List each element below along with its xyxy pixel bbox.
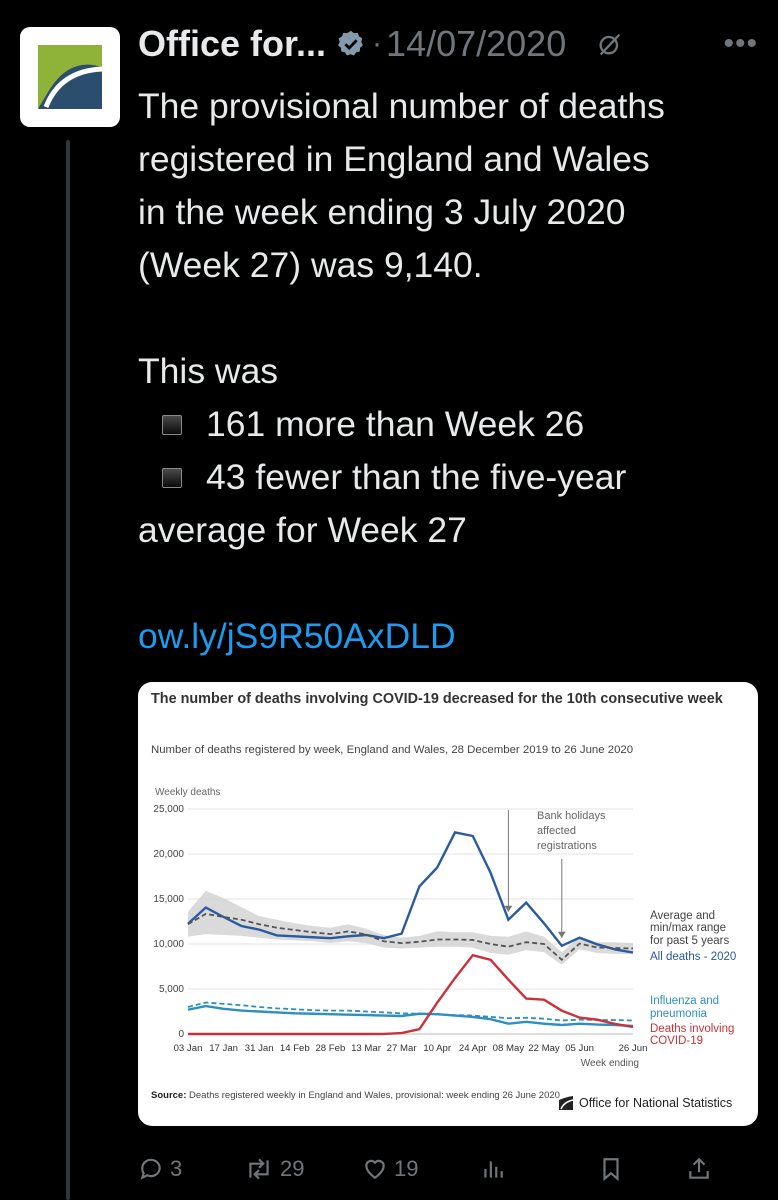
blank-line — [138, 557, 768, 610]
reply-button[interactable] — [138, 1156, 244, 1182]
x-tick-label: 26 Jun — [618, 1043, 648, 1054]
x-axis-label: Week ending — [580, 1058, 639, 1069]
x-tick-label: 08 May — [492, 1043, 525, 1054]
tweet-header — [138, 22, 758, 66]
chart-source — [151, 1089, 561, 1102]
author-avatar[interactable] — [20, 27, 120, 127]
y-tick-label: 5,000 — [158, 984, 184, 995]
annotation-text: Bank holidays — [537, 810, 606, 822]
legend-label: COVID-19 — [650, 1035, 704, 1047]
retweet-button[interactable] — [244, 1156, 362, 1182]
tweet-line: average for Week 27 — [138, 510, 467, 550]
annotation-text: affected — [537, 825, 576, 837]
tweet-line: (Week 27) was 9,140. — [138, 245, 483, 285]
x-tick-label: 03 Jan — [173, 1043, 203, 1054]
tweet-line: This was — [138, 351, 279, 391]
chart-title: The number of deaths involving COVID-19 decreased for the 10th consecutive week — [151, 691, 723, 707]
y-tick-label: 10,000 — [153, 939, 184, 950]
x-tick-label: 22 May — [528, 1043, 560, 1054]
legend-label: All deaths - 2020 — [650, 951, 737, 963]
y-tick-label: 20,000 — [153, 849, 184, 860]
source-label: Source: — [151, 1090, 187, 1101]
bullet-item — [138, 451, 768, 504]
legend-label: for past 5 years — [650, 935, 730, 947]
y-axis-label: Weekly deaths — [155, 787, 221, 798]
reply-icon — [138, 1156, 164, 1182]
tweet-link[interactable]: ow.ly/jS9R50AxDLD — [138, 616, 456, 656]
series-line — [188, 1006, 633, 1026]
tweet-line: registered in England and Wales — [138, 139, 650, 179]
annotation-arrow-head — [558, 932, 566, 938]
separator-dot: · — [372, 27, 383, 60]
action-bar — [138, 1152, 758, 1186]
author-name[interactable]: Office for... — [138, 23, 327, 64]
annotation-text: registrations — [537, 840, 597, 852]
bookmark-button[interactable] — [598, 1156, 686, 1182]
share-icon — [686, 1156, 712, 1182]
x-tick-label: 24 Apr — [458, 1043, 487, 1054]
chart-image-card[interactable] — [138, 682, 758, 1126]
bullet-text: 43 fewer than the five-year — [206, 457, 627, 497]
like-button[interactable] — [362, 1156, 480, 1182]
bullet-item — [138, 398, 768, 451]
verified-badge-icon — [336, 29, 366, 59]
legend-label: Influenza and — [650, 995, 720, 1007]
x-tick-label: 31 Jan — [244, 1043, 274, 1054]
legend-label: min/max range — [650, 922, 727, 934]
y-tick-label: 15,000 — [153, 894, 184, 905]
grok-icon[interactable] — [596, 30, 624, 58]
x-tick-label: 13 Mar — [351, 1043, 381, 1054]
tweet-date[interactable]: 14/07/2020 — [386, 23, 567, 64]
y-tick-label: 25,000 — [153, 804, 184, 815]
deaths-line-chart — [138, 682, 758, 1126]
like-icon — [362, 1156, 388, 1182]
reply-count: 3 — [170, 1156, 183, 1181]
series-line — [188, 955, 633, 1034]
bookmark-icon — [598, 1156, 624, 1182]
share-button[interactable] — [686, 1156, 712, 1182]
y-tick-label: 0 — [178, 1029, 184, 1040]
like-count: 19 — [394, 1156, 419, 1181]
tweet-body — [138, 80, 768, 663]
legend-label: Deaths involving — [650, 1023, 735, 1035]
x-tick-label: 05 Jun — [565, 1043, 595, 1054]
thread-line — [66, 140, 70, 1200]
black-square-icon — [162, 415, 182, 435]
ons-wordmark — [558, 1095, 732, 1111]
x-tick-label: 27 Mar — [386, 1043, 417, 1054]
retweet-count: 29 — [280, 1156, 305, 1181]
legend-label: Average and — [650, 910, 716, 922]
ons-label: Office for National Statistics — [579, 1096, 733, 1110]
views-icon — [480, 1156, 506, 1182]
ons-mark-icon — [558, 1095, 574, 1111]
tweet-line: in the week ending 3 July 2020 — [138, 192, 626, 232]
bullet-text: 161 more than Week 26 — [206, 404, 585, 444]
views-button[interactable] — [480, 1156, 598, 1182]
black-square-icon — [162, 468, 182, 488]
ons-logo-icon — [20, 27, 120, 127]
legend-label: pneumonia — [650, 1008, 707, 1020]
tweet-line: The provisional number of deaths — [138, 86, 665, 126]
more-icon[interactable]: ••• — [723, 27, 758, 60]
x-tick-label: 28 Feb — [315, 1043, 346, 1054]
source-text: Deaths registered weekly in England and Wales, provisional: week ending 26 June 2020 — [189, 1090, 560, 1101]
x-tick-label: 14 Feb — [279, 1043, 310, 1054]
chart-subtitle: Number of deaths registered by week, England and Wales, 28 December 2019 to 26 June 2020 — [151, 744, 634, 756]
x-tick-label: 17 Jan — [209, 1043, 239, 1054]
retweet-icon — [244, 1156, 274, 1182]
x-tick-label: 10 Apr — [423, 1043, 452, 1054]
blank-line — [138, 292, 768, 345]
